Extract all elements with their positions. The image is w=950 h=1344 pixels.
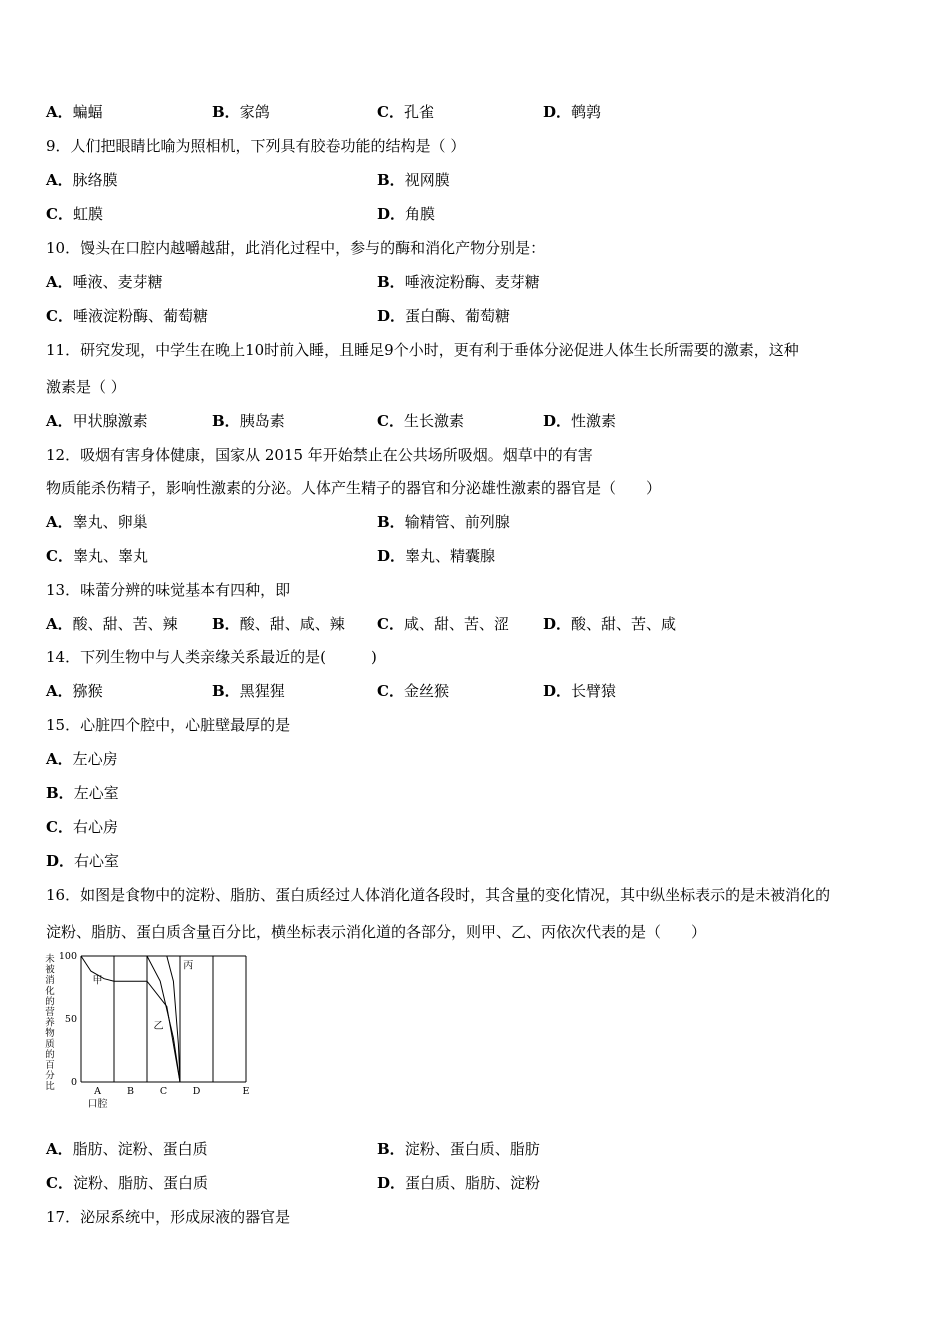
q12-option-c: C．睾丸、睾丸 xyxy=(46,547,148,565)
y-tick-label: 0 xyxy=(70,1077,77,1088)
y-label-char: 百 xyxy=(45,1060,55,1071)
y-label-char: 质 xyxy=(45,1038,55,1050)
x-tick-label: E xyxy=(242,1086,250,1097)
y-label-char: 养 xyxy=(45,1017,55,1029)
series-label-1: 甲 xyxy=(92,975,103,987)
q13-option-d: D．酸、甜、苦、咸 xyxy=(543,615,677,633)
y-label-char: 比 xyxy=(45,1081,55,1093)
chart-frame xyxy=(81,956,246,1082)
q10-option-b: B．唾液淀粉酶、麦芽糖 xyxy=(377,273,540,291)
series-label-3: 丙 xyxy=(183,960,194,972)
q15-stem: 15．心脏四个腔中，心脏壁最厚的是 xyxy=(46,716,291,734)
y-label-char: 分 xyxy=(45,1070,55,1082)
q12-stem-line1: 12．吸烟有害身体健康，国家从 2015 年开始禁止在公共场所吸烟。烟草中的有害 xyxy=(46,446,593,464)
x-tick-label: D xyxy=(192,1086,201,1097)
q11-stem-line1: 11．研究发现，中学生在晚上10时前入睡，且睡足9个小时，更有利于垂体分泌促进人体生长所需要的激素，这种 xyxy=(46,341,799,359)
q14-stem: 14．下列生物中与人类亲缘关系最近的是( ) xyxy=(46,648,377,666)
q9-option-b: B．视网膜 xyxy=(377,171,450,189)
q8-option-b: B．家鸽 xyxy=(212,103,270,121)
q12-option-a: A．睾丸、卵巢 xyxy=(46,513,148,531)
q14-option-d: D．长臂猿 xyxy=(543,682,617,700)
q10-option-c: C．唾液淀粉酶、葡萄糖 xyxy=(46,307,208,325)
y-label-char: 物 xyxy=(45,1028,55,1040)
q8-option-a: A．蝙蝠 xyxy=(46,103,103,121)
y-label-char: 化 xyxy=(45,985,55,997)
q15-option-c: C．右心房 xyxy=(46,818,118,836)
q12-option-b: B．输精管、前列腺 xyxy=(377,513,510,531)
q11-option-d: D．性激素 xyxy=(543,412,617,430)
x-tick-label: C xyxy=(159,1086,168,1097)
q10-option-a: A．唾液、麦芽糖 xyxy=(46,273,163,291)
q16-option-c: C．淀粉、脂肪、蛋白质 xyxy=(46,1174,208,1192)
y-label-char: 的 xyxy=(45,996,55,1008)
x-axis-ticks xyxy=(93,1086,249,1097)
q13-option-b: B．酸、甜、咸、辣 xyxy=(212,615,345,633)
q11-option-a: A．甲状腺激素 xyxy=(46,412,148,430)
q9-option-a: A．脉络膜 xyxy=(46,171,118,189)
y-label-char: 未 xyxy=(45,954,55,965)
q14-option-a: A．猕猴 xyxy=(46,682,103,700)
q10-option-d: D．蛋白酶、葡萄糖 xyxy=(377,307,511,325)
q16-stem-line2: 淀粉、脂肪、蛋白质含量百分比，横坐标表示消化道的各部分，则甲、乙、丙依次代表的是（ ） xyxy=(46,923,707,941)
q11-stem-line2: 激素是（ ） xyxy=(46,378,126,396)
x-category-note: 口腔 xyxy=(87,1099,108,1110)
digestion-chart xyxy=(40,950,255,1115)
x-tick-label: A xyxy=(94,1086,101,1097)
q16-option-b: B．淀粉、蛋白质、脂肪 xyxy=(377,1140,540,1158)
q16-option-a: A．脂肪、淀粉、蛋白质 xyxy=(46,1140,208,1158)
q10-stem: 10．馒头在口腔内越嚼越甜，此消化过程中，参与的酶和消化产物分别是： xyxy=(46,239,546,257)
q11-option-c: C．生长激素 xyxy=(377,412,464,430)
y-tick-label: 100 xyxy=(58,951,77,962)
q9-option-d: D．角膜 xyxy=(377,205,436,223)
q16-stem-line1: 16．如图是食物中的淀粉、脂肪、蛋白质经过人体消化道各段时，其含量的变化情况，其中纵坐标表示的是未被消化的 xyxy=(46,886,831,904)
q13-option-c: C．咸、甜、苦、涩 xyxy=(377,615,509,633)
chart-series xyxy=(81,956,193,1082)
y-axis-label xyxy=(45,953,55,1092)
q15-option-d: D．右心室 xyxy=(46,852,120,870)
q12-option-d: D．睾丸、精囊腺 xyxy=(377,547,496,565)
q9-option-c: C．虹膜 xyxy=(46,205,103,223)
q15-option-b: B．左心室 xyxy=(46,784,119,802)
q14-option-b: B．黑猩猩 xyxy=(212,682,285,700)
y-label-char: 消 xyxy=(45,975,55,987)
q8-option-c: C．孔雀 xyxy=(377,103,434,121)
y-label-char: 的 xyxy=(45,1049,55,1061)
q8-option-d: D．鹌鹑 xyxy=(543,103,602,121)
y-label-char: 被 xyxy=(45,964,55,976)
series-label-2: 乙 xyxy=(153,1021,164,1033)
y-axis-ticks xyxy=(59,951,77,1088)
q12-stem-line2: 物质能杀伤精子，影响性激素的分泌。人体产生精子的器官和分泌雄性激素的器官是（ ） xyxy=(46,479,662,497)
q13-option-a: A．酸、甜、苦、辣 xyxy=(46,615,178,633)
q13-stem: 13．味蕾分辨的味觉基本有四种，即 xyxy=(46,581,291,599)
y-tick-label: 50 xyxy=(64,1014,77,1025)
q17-stem: 17．泌尿系统中，形成尿液的器官是 xyxy=(46,1208,291,1226)
q16-option-d: D．蛋白质、脂肪、淀粉 xyxy=(377,1174,541,1192)
q15-option-a: A．左心房 xyxy=(46,750,118,768)
q9-stem: 9．人们把眼睛比喻为照相机，下列具有胶卷功能的结构是（ ） xyxy=(46,137,466,155)
q14-option-c: C．金丝猴 xyxy=(377,682,449,700)
y-label-char: 营 xyxy=(45,1007,55,1018)
x-tick-label: B xyxy=(127,1086,134,1097)
q11-option-b: B．胰岛素 xyxy=(212,412,285,430)
